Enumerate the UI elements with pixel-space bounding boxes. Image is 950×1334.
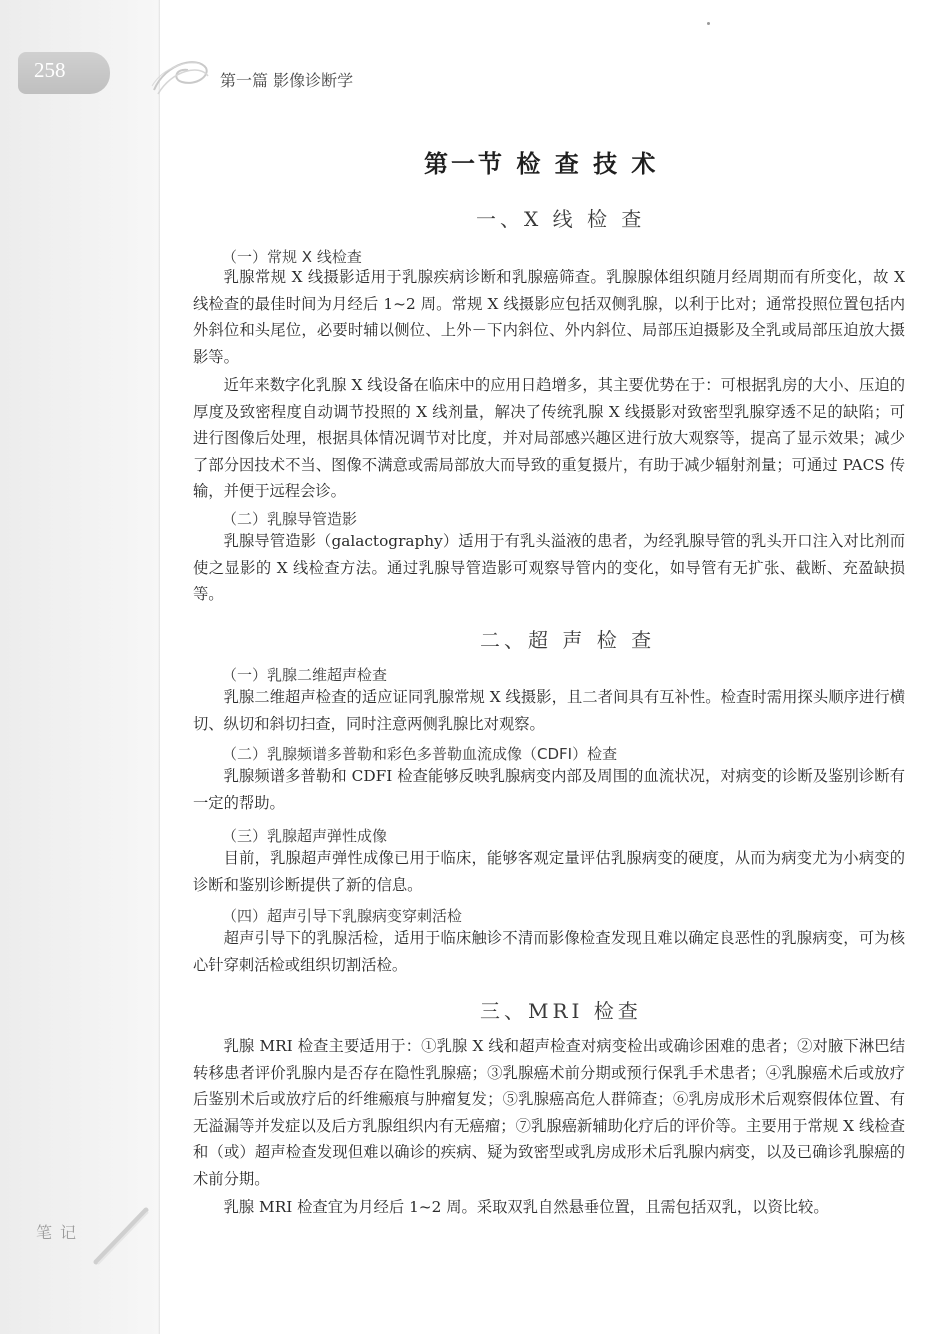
- scan-dot: [707, 22, 710, 25]
- running-head: 第一篇 影像诊断学: [220, 71, 354, 90]
- paragraph-doppler: 乳腺频谱多普勒和 CDFI 检查能够反映乳腺病变内部及周围的血流状况，对病变的诊断及鉴别诊断有一定的帮助。: [193, 767, 905, 812]
- paragraph-mri-2: 乳腺 MRI 检查宜为月经后 1~2 周。采取双乳自然悬垂位置，且需包括双乳，以资比较。: [223, 1198, 829, 1216]
- subheading-2d-ultrasound: （一）乳腺二维超声检查: [222, 666, 388, 684]
- heading-xray: 一、X 线 检 查: [476, 207, 646, 231]
- paragraph-mri-1: 乳腺 MRI 检查主要适用于：①乳腺 X 线和超声检查对病变检出或确诊困难的患者；②对腋下淋巴结转移患者评价乳腺内是否存在隐性乳腺癌；③乳腺癌术前分期或预行保乳手术患者；④乳腺癌术后或放疗后鉴别术后或放疗后的纤维瘢痕与肿瘤复发；⑤乳腺癌高危人群筛查；⑥乳房成形术后观察假体位置、有无溢漏等并发症以及后方乳腺组织内有无癌瘤；⑦乳腺癌新辅助化疗后的评价等。主要用于常规 X 线检查和（或）超声检查发现但难以确诊的疾病、疑为致密型或乳房成形术后乳腺内病变，以及已确诊乳腺癌的术前分期。: [193, 1037, 905, 1188]
- paragraph-2d-ultrasound: 乳腺二维超声检查的适应证同乳腺常规 X 线摄影，且二者间具有互补性。检查时需用探头顺序进行横切、纵切和斜切扫查，同时注意两侧乳腺比对观察。: [193, 688, 905, 733]
- subheading-routine-xray: （一）常规 X 线检查: [222, 248, 362, 266]
- swirl-logo-icon: [148, 52, 212, 98]
- notes-label: 笔记: [36, 1223, 85, 1242]
- subheading-doppler: （二）乳腺频谱多普勒和彩色多普勒血流成像（CDFI）检查: [222, 745, 618, 763]
- paragraph-elastography: 目前，乳腺超声弹性成像已用于临床，能够客观定量评估乳腺病变的硬度，从而为病变尤为小病变的诊断和鉴别诊断提供了新的信息。: [193, 849, 905, 894]
- paragraph-galactography: 乳腺导管造影（galactography）适用于有乳头溢液的患者，为经乳腺导管的乳头开口注入对比剂而使之显影的 X 线检查方法。通过乳腺导管造影可观察导管内的变化，如导管有无扩张、截断、充盈缺损等。: [193, 532, 905, 603]
- page-number: 258: [34, 58, 66, 82]
- subheading-elastography: （三）乳腺超声弹性成像: [222, 827, 388, 845]
- pen-icon: [92, 1204, 152, 1266]
- heading-ultrasound: 二、超 声 检 查: [480, 628, 656, 652]
- subheading-biopsy: （四）超声引导下乳腺病变穿刺活检: [222, 907, 463, 925]
- paragraph-routine-xray-2: 近年来数字化乳腺 X 线设备在临床中的应用日趋增多，其主要优势在于：可根据乳房的大小、压迫的厚度及致密程度自动调节投照的 X 线剂量，解决了传统乳腺 X 线摄影对致密型乳腺穿透不足的缺陷；可进行图像后处理，根据具体情况调节对比度，并对局部感兴趣区进行放大观察等，提高了显示效果；减少了部分因技术不当、图像不满意或需局部放大而导致的重复摄片，有助于减少辐射剂量；可通过 PACS 传输，并便于远程会诊。: [193, 376, 905, 500]
- section-title: 第一节 检 查 技 术: [424, 150, 659, 178]
- subheading-galactography: （二）乳腺导管造影: [222, 510, 358, 528]
- margin-band: [0, 0, 160, 1334]
- paragraph-biopsy: 超声引导下的乳腺活检，适用于临床触诊不清而影像检查发现且难以确定良恶性的乳腺病变，可为核心针穿刺活检或组织切割活检。: [193, 929, 905, 974]
- paragraph-routine-xray-1: 乳腺常规 X 线摄影适用于乳腺疾病诊断和乳腺癌筛查。乳腺腺体组织随月经周期而有所变化，故 X 线检查的最佳时间为月经后 1~2 周。常规 X 线摄影应包括双侧乳腺，以利于比对；通常投照位置包括内外斜位和头尾位，必要时辅以侧位、上外－下内斜位、外内斜位、局部压迫摄影及全乳或局部压迫放大摄影等。: [193, 268, 905, 366]
- heading-mri: 三、MRI 检查: [480, 999, 642, 1023]
